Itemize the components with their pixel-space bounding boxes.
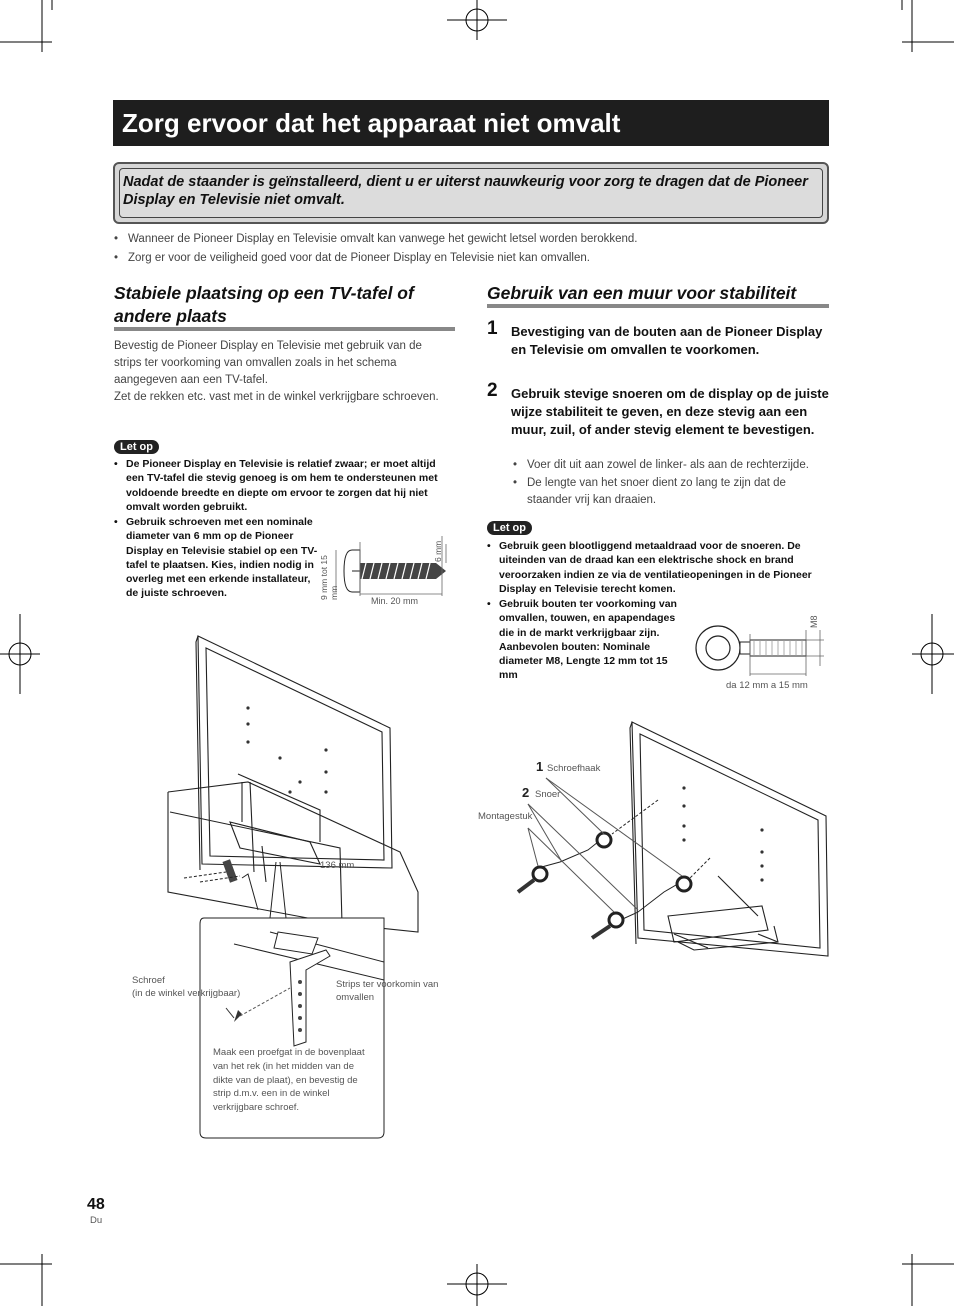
step-2-bullet: • De lengte van het snoer dient zo lang te zijn dat de staander vrij kan draaien.: [513, 475, 831, 510]
left-heading-block: [114, 282, 454, 328]
left-notes: [114, 457, 450, 514]
step-2-bullet: • Voer dit uit aan zowel de linker- als aan de rechterzijde.: [513, 457, 831, 475]
letop-badge: Let op: [487, 521, 532, 535]
right-note-2b: Aanbevolen bouten: Nominale diameter M8, Lengte 12 mm tot 15 mm: [499, 640, 668, 682]
step-2-bullets: [513, 457, 831, 510]
page-number: 48: [87, 1196, 105, 1213]
bolt-length-label: da 12 mm a 15 mm: [726, 680, 808, 691]
callout-2-number: 2: [522, 785, 530, 800]
callout-montagestuk: Montagestuk: [478, 811, 533, 822]
step-1-number: 1: [487, 318, 498, 339]
right-notes-2: [487, 597, 677, 683]
step-2-text: Gebruik stevige snoeren om de display op de juiste wijze stabiliteit te geven, en deze stevig aan een muur, zuil, of ander stevig element te bevestigen.: [511, 386, 829, 437]
notice-box: [113, 162, 829, 224]
screw-callout-title: Schroef: [132, 975, 165, 986]
left-letop: [114, 437, 159, 455]
right-heading-block: [487, 282, 827, 305]
strips-callout: Strips ter voorkomin van omvallen: [336, 979, 439, 1003]
page-title: Zorg ervoor dat het apparaat niet omvalt: [122, 108, 621, 138]
left-body: [114, 338, 450, 406]
left-body-p2: Zet de rekken etc. vast met in de winkel verkrijgbare schroeven.: [114, 391, 439, 403]
dim-136-label: 136 mm: [320, 860, 355, 871]
step-1-text: Bevestiging van de bouten aan de Pioneer Display en Televisie om omvallen te voorkomen.: [511, 324, 823, 357]
screw-callout: [132, 974, 282, 1000]
left-notes-2: [114, 515, 318, 601]
left-note-2: • Gebruik schroeven met een nominale diameter van 6 mm op de Pioneer Display en Televisie stabiel op een TV-tafel te plaatsen. Kies, indien nodig in overleg met een erkende installateur, de juiste schroeven.: [114, 515, 318, 601]
callout-snoer: Snoer: [535, 789, 561, 800]
left-heading: Stabiele plaatsing op een TV-tafel of andere plaats: [114, 283, 414, 326]
letop-badge: Let op: [114, 440, 159, 454]
proefgat-instruction: Maak een proefgat in de bovenplaat van het rek (in het midden van de dikte van de plaat), en bevestig de strip d.m.v. een in de winkel verkrijgbare schroef.: [213, 1047, 365, 1114]
screw-length-label: 9 mm tot 15 mm: [319, 555, 339, 600]
page-title-bar: [113, 100, 829, 146]
right-notes: [487, 539, 829, 596]
left-body-p1: Bevestig de Pioneer Display en Televisie met gebruik van de strips ter voorkoming van omvallen zoals in het schema aangegeven aan een TV-tafel.: [114, 340, 422, 386]
callout-1-number: 1: [536, 759, 544, 774]
right-heading-rule: [487, 304, 829, 308]
intro-bullets: [114, 230, 834, 268]
screw-diameter-label: 6 mm: [433, 540, 443, 562]
right-letop: [487, 518, 532, 536]
screw-callout-sub: (in de winkel verkrijgbaar): [132, 988, 241, 999]
callout-schroefhaak: Schroefhaak: [547, 763, 601, 774]
left-note-1: • De Pioneer Display en Televisie is relatief zwaar; er moet altijd een TV-tafel die stevig genoeg is om hem te ondersteunen met voldoende breedte en diepte om ervoor te zorgen dat hij niet omvalt worden gebruikt.: [114, 457, 450, 514]
intro-bullet: • Wanneer de Pioneer Display en Televisie omvalt kan vanwege het gewicht letsel worden berokkend.: [114, 230, 834, 249]
notice-text: Nadat de staander is geïnstalleerd, dient u er uiterst nauwkeurig voor zorg te dragen dat de Pioneer Display en Televisie niet omvalt.: [123, 174, 808, 208]
right-note-1: • Gebruik geen blootliggend metaaldraad voor de snoeren. De uiteinden van de draad kan een elektrische shock en brand veroorzaken indien ze via de ventilatieopeningen in de Pioneer Display en Televisie terecht komen.: [487, 539, 829, 596]
right-heading: Gebruik van een muur voor stabiliteit: [487, 283, 797, 303]
page-language: Du: [90, 1215, 103, 1226]
right-note-2a: • Gebruik bouten ter voorkoming van omvallen, touwen, en apapendages die in de markt verkrijgbaar zijn.: [487, 597, 677, 640]
screw-min-label: Min. 20 mm: [371, 596, 419, 606]
wall-cord-illustration: [478, 716, 832, 966]
step-2-number: 2: [487, 380, 498, 401]
bolt-m-label: M8: [809, 615, 819, 628]
left-heading-rule: [114, 327, 455, 331]
intro-bullet: • Zorg er voor de veiligheid goed voor dat de Pioneer Display en Televisie niet kan omvallen.: [114, 249, 834, 268]
